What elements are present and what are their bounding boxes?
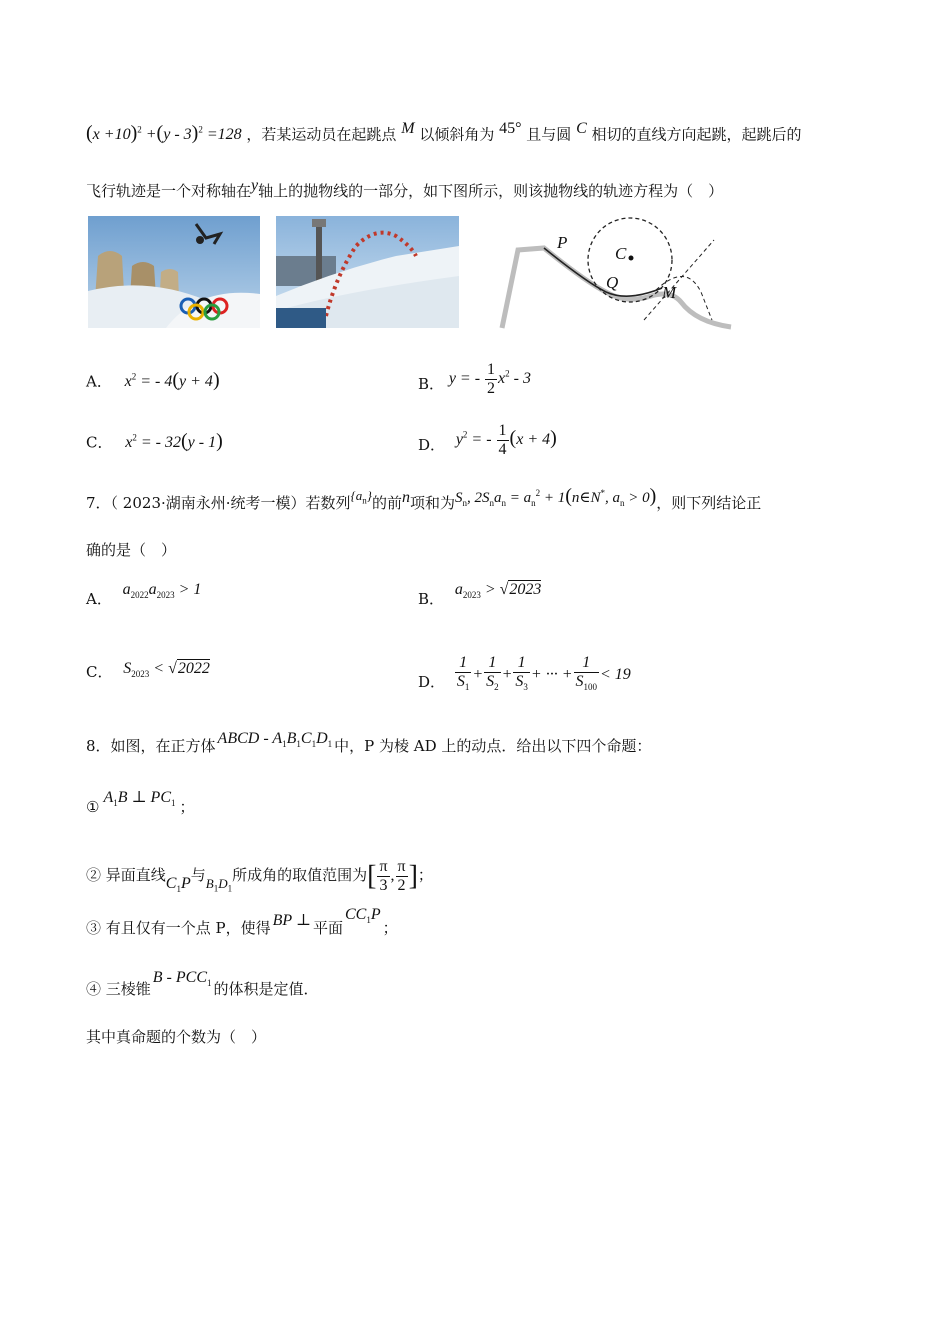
option-d-expr: $y^2$ = - $\frac{1}{4}$ (x + 4): [455, 422, 557, 458]
option-label: A．: [86, 590, 112, 608]
angle-range: [ $\frac{\pi}{3}$ , $\frac{\pi}{2}$ ]: [367, 858, 418, 894]
q6-text-e: 飞行轨迹是一个对称轴在: [86, 182, 252, 200]
label-p: P: [557, 233, 568, 252]
q6-option-b: [418, 361, 531, 404]
option-label: B．: [418, 590, 445, 608]
line-b1d1: $B_1D_1$: [205, 876, 233, 894]
pyramid-name: B - $PCC_1$: [152, 969, 212, 989]
q6-option-a: [86, 367, 220, 392]
q8-prop2: [86, 858, 433, 895]
q7-mid: 的前: [371, 494, 402, 512]
q7-option-c: [86, 662, 210, 688]
q6-text-c: 且与圆: [526, 125, 572, 144]
q7-head: 7．（ 2023·湖南永州·统考一模）若数列: [86, 494, 351, 512]
q7-option-d: [418, 654, 631, 704]
ski-jump-photo-1: [88, 216, 260, 328]
label-c: C: [615, 244, 627, 263]
prop3-plane: 平面: [312, 919, 343, 937]
q7-option-a-expr: $a_{2022}a_{2023} > 1$: [122, 581, 202, 601]
label-m: M: [662, 283, 677, 302]
trajectory-diagram: [496, 212, 736, 334]
prop3-end: ；: [382, 919, 398, 937]
q8-line1: [86, 730, 652, 762]
prop2-text: 所成角的取值范围为: [232, 866, 368, 885]
angle-value: 45°: [499, 120, 522, 138]
q6-option-c: [86, 428, 223, 453]
q8-prop4: [86, 969, 319, 1005]
q7-line2: 确的是（ ）: [86, 541, 177, 559]
prop2-with: 与: [190, 866, 206, 885]
option-label: A．: [86, 372, 112, 391]
var-n: n: [401, 489, 410, 506]
q6-line2: [86, 177, 724, 202]
center-point: [629, 256, 634, 261]
q7-line1: [86, 485, 762, 519]
circle-c: C: [576, 120, 587, 138]
option-label: D．: [418, 672, 446, 691]
option-label: D．: [418, 436, 446, 455]
cube-name: ABCD - $A_1B_1C_1D_1$: [217, 730, 333, 750]
q7-option-c-expr: $S_{2023} < √2022$: [123, 660, 210, 680]
q7-option-d-expr: $\frac{1}{S_1}$ + $\frac{1}{S_2}$ + $\frac{1}{S_3}$ + ··· + $\frac{1}{S_{100}}$ < 19: [456, 654, 631, 693]
circle-equation: $(x +10)^2 +(y - 3)^2 =128$: [86, 122, 242, 145]
q8-tail: 中，P 为棱 AD 上的动点．给出以下四个命题：: [334, 737, 652, 755]
line-c1p: $C_1P$: [165, 875, 191, 895]
point-m: M: [401, 120, 415, 138]
option-a-expr: $x^2$ = - 4(y + 4): [124, 369, 220, 392]
tangent-line: [644, 240, 714, 320]
q7-tail: ，则下列结论正: [656, 494, 762, 512]
option-label: C．: [86, 663, 113, 681]
prop3-expr: BP ⊥: [272, 912, 311, 929]
option-label: C．: [86, 433, 113, 452]
prop1-num: ①: [86, 798, 100, 816]
prop4-tail: 的体积是定值．: [213, 980, 319, 998]
ski-jump-photo-2: [276, 216, 459, 328]
q6-line1: [86, 120, 802, 145]
q7-option-a: [86, 581, 202, 615]
seq-notation: $\{a_n\}$: [350, 488, 372, 506]
q8-prop1: [86, 789, 195, 823]
q8-closing: 其中真命题的个数为（ ）: [86, 1028, 267, 1046]
prop1-end: ；: [179, 798, 195, 816]
q7-condition: $S_n$, $2S_na_n = a_n^2$ + 1(n∈N*, $a_n > 0$): [454, 485, 657, 508]
axis-y: y: [251, 177, 259, 194]
option-b-expr: y = - $\frac{1}{2}$ $x^2 - 3$: [448, 361, 531, 397]
q6-text-a: ，若某运动员在起跳点: [246, 125, 397, 144]
prop2-head: ② 异面直线: [86, 866, 166, 885]
prop1-expr: $A_1B$ ⊥ $PC_1$: [103, 789, 176, 809]
option-c-expr: $x^2$ = - 32(y - 1): [125, 430, 223, 453]
q7-option-b-expr: $a_{2023} > √2023$: [454, 581, 542, 601]
q8-prop3: [86, 906, 398, 944]
option-label: B．: [418, 375, 445, 394]
label-q: Q: [606, 273, 619, 292]
q6-text-b: 以倾斜角为: [419, 125, 495, 144]
plane-cc1p: $CC_1P$: [344, 906, 381, 926]
q8-head: 8．如图，在正方体: [86, 737, 216, 755]
q6-text-f: 轴上的抛物线的一部分，如下图所示，则该抛物线的轨迹方程为（ ）: [258, 182, 724, 200]
prop3-head: ③ 有且仅有一个点 P，使得: [86, 919, 271, 937]
q7-mid2: 项和为: [409, 494, 455, 512]
q6-option-d: [418, 422, 557, 465]
prop2-end: ；: [417, 866, 433, 885]
prop4-head: ④ 三棱锥: [86, 980, 151, 998]
q7-option-b: [418, 581, 542, 615]
q6-text-d: 相切的直线方向起跳，起跳后的: [591, 125, 802, 144]
